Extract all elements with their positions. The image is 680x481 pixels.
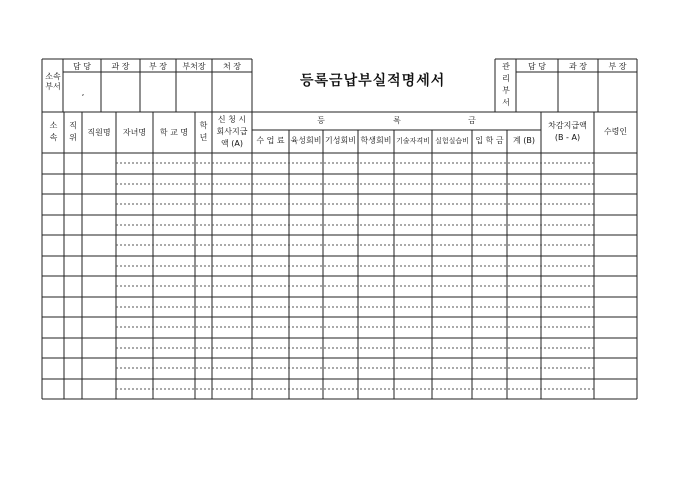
header-tuition-sub-2: 기성회비: [325, 136, 356, 145]
approval-right-col-1: 과 장: [569, 62, 587, 71]
approval-left-row-label: 소속 부서: [45, 72, 61, 91]
header-tuition-sub-0: 수 업 료: [256, 136, 285, 145]
header-employee-name: 직원명: [87, 128, 111, 137]
header-tuition-char-3: 금: [468, 116, 476, 125]
approval-left-col-2: 부 장: [149, 62, 167, 71]
header-tuition-char-1: 등: [317, 116, 325, 125]
approval-right-row-label: 관 리 부 서: [502, 62, 510, 107]
approval-left-col-4: 처 장: [223, 62, 241, 71]
header-tuition-sub-1: 육성회비: [290, 136, 322, 145]
header-position: 직 위: [69, 121, 77, 142]
approval-left-col-0: 담 당: [73, 62, 91, 71]
approval-right-col-2: 부 장: [608, 62, 627, 71]
approval-left-mark: ,: [81, 88, 85, 97]
header-tuition-sub-3: 학생회비: [360, 136, 392, 145]
header-school-name: 학 교 명: [159, 128, 189, 137]
header-difference: 차감지급액 (B - A): [548, 121, 587, 142]
header-tuition-char-2: 록: [393, 116, 401, 125]
header-tuition-sub-7: 계 (B): [512, 136, 535, 145]
header-receiver: 수령인: [603, 127, 628, 136]
header-grade: 학 년: [199, 121, 208, 142]
document-title: 등록금납부실적명세서: [300, 73, 446, 89]
approval-left-col-3: 부처장: [182, 62, 206, 71]
approval-right-col-0: 담 당: [528, 62, 546, 71]
header-child-name: 자녀명: [122, 128, 147, 137]
header-tuition-sub-4: 기술자격비: [396, 137, 430, 145]
header-tuition-sub-5: 실험실습비: [435, 137, 469, 145]
header-tuition-sub-6: 입 학 금: [475, 136, 504, 145]
approval-left-col-1: 과 장: [111, 62, 130, 71]
header-affiliation: 소 속: [49, 121, 58, 142]
header-applied-amount: 신 청 시 회사지급 액 (A): [216, 115, 248, 148]
